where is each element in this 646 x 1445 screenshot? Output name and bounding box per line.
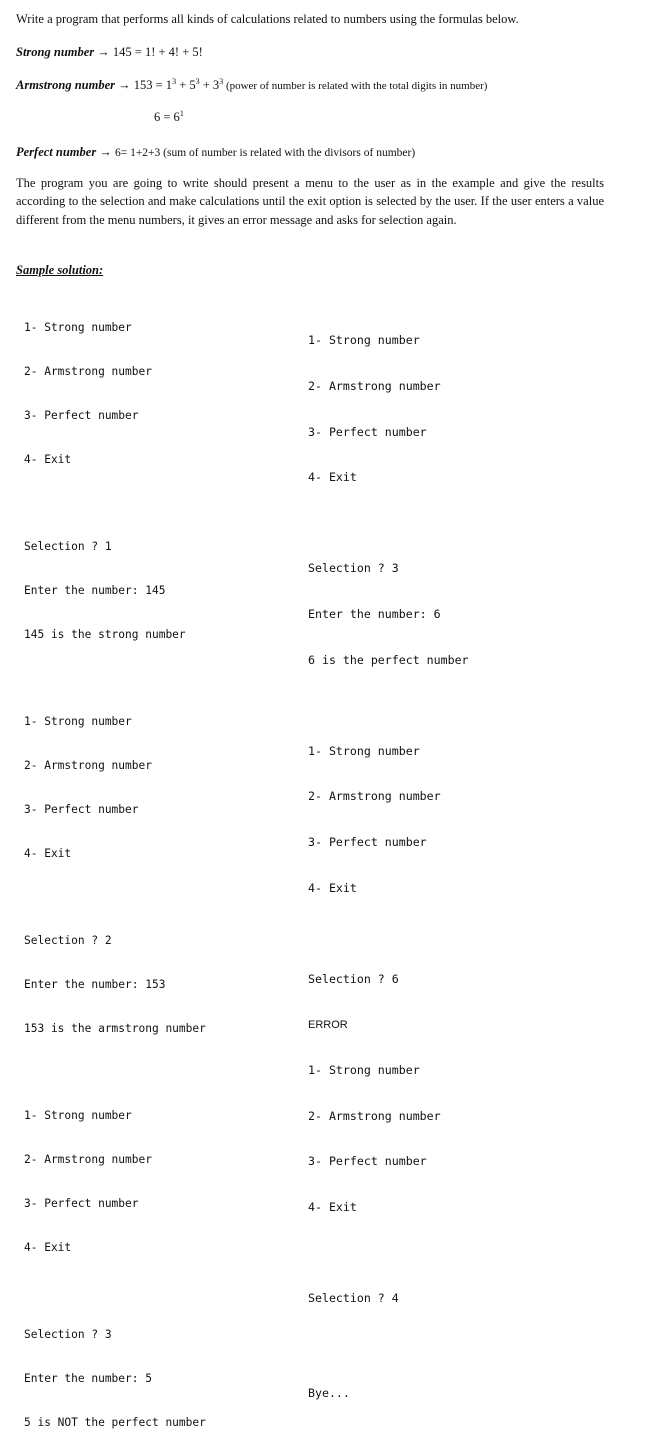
sample-solution-title: Sample solution:: [16, 263, 104, 277]
menu-item: 1- Strong number: [24, 1109, 132, 1123]
menu-item: 2- Armstrong number: [24, 759, 152, 772]
result-line: 5 is NOT the perfect number: [24, 1415, 206, 1429]
menu-item: 3- Perfect number: [24, 1196, 139, 1210]
menu-item: 4- Exit: [308, 880, 357, 895]
bye-message: Bye...: [308, 1386, 350, 1401]
menu-item: 2- Armstrong number: [24, 364, 152, 378]
menu-item: 4- Exit: [308, 470, 357, 485]
menu-item: 2- Armstrong number: [308, 789, 441, 804]
error-message: ERROR: [308, 1018, 348, 1031]
description-paragraph: The program you are going to write should present a menu to the user as in the example and give the results according to the selection and make calculations until the exit option is selected by the user. If the user enters a value different from the menu numbers, it gives an error message and asks for selection again.: [16, 176, 604, 227]
perfect-number-label: Perfect number: [16, 145, 97, 159]
strong-number-label: Strong number: [16, 45, 95, 59]
selection-line: Selection ? 3: [308, 561, 399, 576]
menu-item: 3- Perfect number: [24, 802, 139, 816]
armstrong-formula: $153 = 1^3 + 5^3 + 3^3$: [133, 76, 224, 92]
enter-number-line: Enter the number: 145: [24, 583, 166, 597]
menu-item: 1- Strong number: [24, 715, 132, 729]
right-arrow-icon: →: [118, 78, 131, 92]
menu-item: 2- Armstrong number: [24, 1153, 152, 1167]
result-line: 6 is the perfect number: [308, 652, 469, 667]
armstrong-number-line: [16, 78, 487, 93]
menu-item: 3- Perfect number: [308, 835, 427, 850]
armstrong-note: (power of number is related with the total digits in number): [223, 80, 488, 92]
selection-line: Selection ? 3: [24, 1328, 112, 1342]
menu-item: 2- Armstrong number: [308, 1108, 441, 1123]
enter-number-line: Enter the number: 5: [24, 1371, 152, 1385]
selection-line: Selection ? 4: [308, 1291, 399, 1306]
menu-item: 1- Strong number: [308, 1063, 420, 1078]
perfect-number-line: [16, 145, 415, 160]
menu-item: 2- Armstrong number: [308, 379, 441, 394]
selection-line: Selection ? 2: [24, 934, 112, 948]
console-right-column: [308, 303, 469, 1417]
menu-item: 4- Exit: [24, 452, 72, 466]
menu-item: 4- Exit: [24, 1240, 72, 1254]
menu-item: 3- Perfect number: [308, 424, 427, 439]
strong-number-line: [16, 45, 203, 60]
armstrong-formula-2: $6 = 6^1$: [154, 108, 184, 124]
menu-item: 3- Perfect number: [24, 408, 139, 422]
menu-item: 1- Strong number: [24, 321, 132, 335]
selection-line: Selection ? 6: [308, 971, 399, 986]
selection-line: Selection ? 1: [24, 540, 112, 554]
enter-number-line: Enter the number: 6: [308, 607, 441, 622]
menu-item: 3- Perfect number: [308, 1154, 427, 1169]
armstrong-number-label: Armstrong number: [16, 78, 115, 92]
result-line: 153 is the armstrong number: [24, 1021, 206, 1035]
menu-item: 1- Strong number: [308, 743, 420, 758]
console-left-column: [24, 292, 206, 1445]
perfect-number-formula: 6= 1+2+3 (sum of number is related with the divisors of number): [114, 147, 416, 159]
strong-number-formula: 145 = 1! + 4! + 5!: [112, 45, 203, 59]
right-arrow-icon: →: [99, 145, 112, 159]
menu-item: 4- Exit: [308, 1199, 357, 1214]
right-arrow-icon: →: [97, 45, 110, 59]
menu-item: 4- Exit: [24, 846, 72, 860]
result-line: 145 is the strong number: [24, 627, 186, 641]
menu-item: 1- Strong number: [308, 333, 420, 348]
enter-number-line: Enter the number: 153: [24, 977, 166, 991]
intro-text: Write a program that performs all kinds of calculations related to numbers using the formulas below.: [16, 12, 519, 26]
